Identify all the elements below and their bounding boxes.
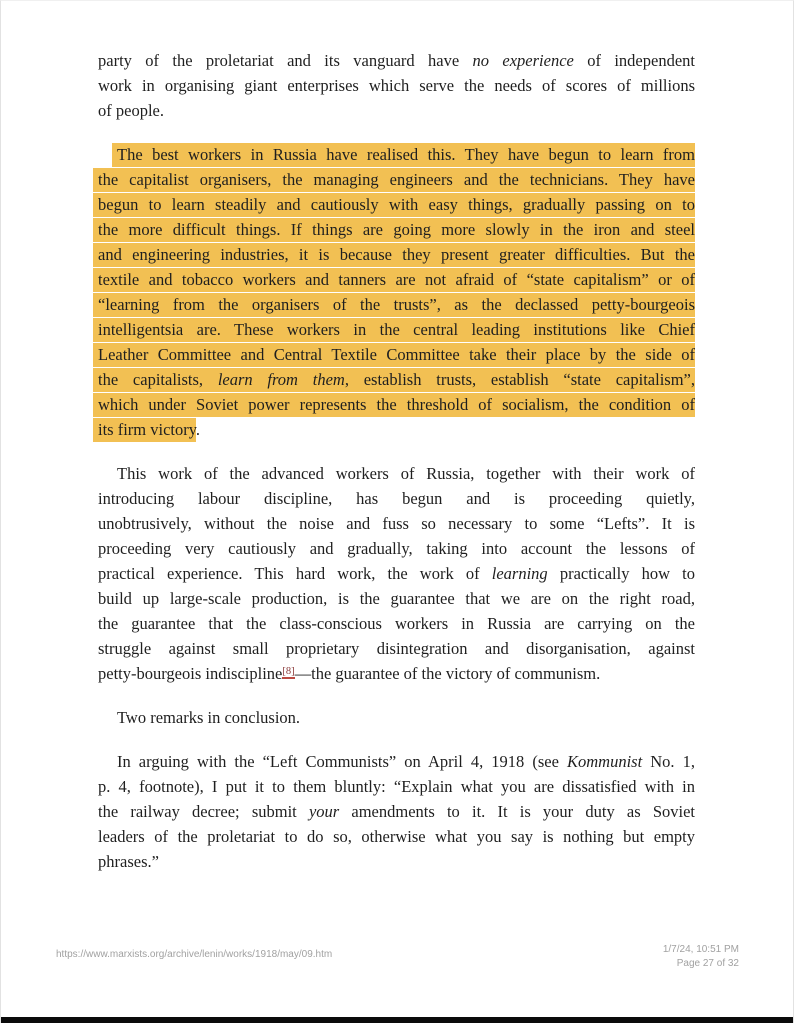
text-run: the guarantee that the class-conscious workers in Russia are carrying on the: [98, 614, 695, 633]
text-line: [98, 486, 695, 511]
text-line: [98, 342, 695, 367]
paragraph: [98, 461, 695, 686]
text-run: p. 4, footnote), I put it to them bluntly: “Explain what you are dissatisfied with in: [98, 777, 695, 796]
italic-text: learn from them: [218, 368, 345, 392]
text-line: [98, 242, 695, 267]
text-line: [98, 192, 695, 217]
page-number: Page 27 of 32: [676, 958, 739, 969]
text-run: intelligentsia are. These workers in the central leading institutions like Chief: [93, 318, 695, 342]
text-line: [98, 73, 695, 98]
text-line: [98, 611, 695, 636]
italic-text: learning: [491, 564, 548, 583]
text-line: [98, 661, 695, 686]
paragraph: [98, 749, 695, 874]
text-run: practical experience. This hard work, the work of: [98, 564, 492, 583]
text-line: [98, 511, 695, 536]
text-line: [98, 536, 695, 561]
text-run: the more difficult things. If things are going more slowly in the iron and steel: [93, 218, 695, 242]
text-line: [98, 636, 695, 661]
text-run: practically how to: [547, 564, 695, 583]
text-run: work in organising giant enterprises which serve the needs of scores of millions: [98, 76, 695, 95]
text-line: [98, 824, 695, 849]
text-line: [98, 586, 695, 611]
print-datetime: 1/7/24, 10:51 PM: [662, 944, 739, 955]
footnote-ref-link[interactable]: [8]: [282, 666, 295, 677]
text-run: leaders of the proletariat to do so, otherwise what you say is nothing but empty: [98, 827, 695, 846]
text-line: [98, 367, 695, 392]
paragraph: [98, 705, 695, 730]
text-line: [98, 217, 695, 242]
text-run: In arguing with the “Left Communists” on April 4, 1918 (see: [117, 752, 568, 771]
text-run: “learning from the organisers of the trusts”, as the declassed petty-bourgeois: [93, 293, 695, 317]
text-run: struggle against small proprietary disintegration and disorganisation, against: [98, 639, 695, 658]
text-run: the capitalist organisers, the managing engineers and the technicians. They have: [93, 168, 695, 192]
footer-right-block: [663, 943, 739, 971]
text-run: its firm victory: [93, 418, 196, 442]
text-run: build up large-scale production, is the guarantee that we are on the right road,: [98, 589, 695, 608]
text-line: [98, 392, 695, 417]
text-run: unobtrusively, without the noise and fuss so necessary to some “Lefts”. It is: [98, 514, 695, 533]
text-run: the capitalists,: [93, 368, 218, 392]
text-run: This work of the advanced workers of Russia, together with their work of: [117, 464, 695, 483]
text-run: party of the proletariat and its vanguard have: [98, 51, 473, 70]
italic-text: no experience: [472, 51, 574, 70]
text-line: [98, 417, 695, 442]
text-line: [98, 98, 695, 123]
text-line: [98, 167, 695, 192]
text-run: petty-bourgeois indiscipline: [98, 664, 283, 683]
document-body: [98, 1, 695, 874]
text-line: [98, 317, 695, 342]
text-run: the railway decree; submit: [98, 802, 309, 821]
text-run: and engineering industries, it is because they present greater difficulties. But the: [93, 243, 695, 267]
text-run: of independent: [573, 51, 695, 70]
bottom-edge-bar: [1, 1017, 793, 1023]
text-line: [98, 849, 695, 874]
source-url: https://www.marxists.org/archive/lenin/works/1918/may/09.htm: [56, 949, 333, 960]
text-run: textile and tobacco workers and tanners are not afraid of “state capitalism” or of: [93, 268, 695, 292]
text-line: [98, 774, 695, 799]
text-line: [98, 267, 695, 292]
text-run: —the guarantee of the victory of communism.: [294, 664, 601, 683]
text-run: Leather Committee and Central Textile Committee take their place by the side of: [93, 343, 695, 367]
text-run: proceeding very cautiously and gradually, taking into account the lessons of: [98, 539, 695, 558]
text-line: [98, 561, 695, 586]
paragraph: [98, 48, 695, 123]
text-line: [98, 292, 695, 317]
text-run: , establish trusts, establish “state capitalism”,: [345, 368, 695, 392]
italic-text: Kommunist: [567, 752, 643, 771]
text-run: The best workers in Russia have realised this. They have begun to learn from: [112, 143, 695, 167]
text-line: [98, 142, 695, 167]
text-run: which under Soviet power represents the threshold of socialism, the condition of: [93, 393, 695, 417]
text-run: of people.: [98, 101, 164, 120]
text-run: phrases.”: [98, 852, 159, 871]
text-run: introducing labour discipline, has begun and is proceeding quietly,: [98, 489, 695, 508]
text-line: [98, 48, 695, 73]
text-line: [98, 749, 695, 774]
italic-text: your: [308, 802, 340, 821]
text-run: amendments to it. It is your duty as Soviet: [339, 802, 695, 821]
text-line: [98, 461, 695, 486]
text-run: begun to learn steadily and cautiously with easy things, gradually passing on to: [93, 193, 695, 217]
text-line: [98, 799, 695, 824]
text-line: [98, 705, 695, 730]
text-run: .: [195, 420, 201, 439]
text-run: No. 1,: [642, 752, 696, 771]
highlighted-paragraph: [98, 142, 695, 442]
text-run: Two remarks in conclusion.: [117, 708, 301, 727]
